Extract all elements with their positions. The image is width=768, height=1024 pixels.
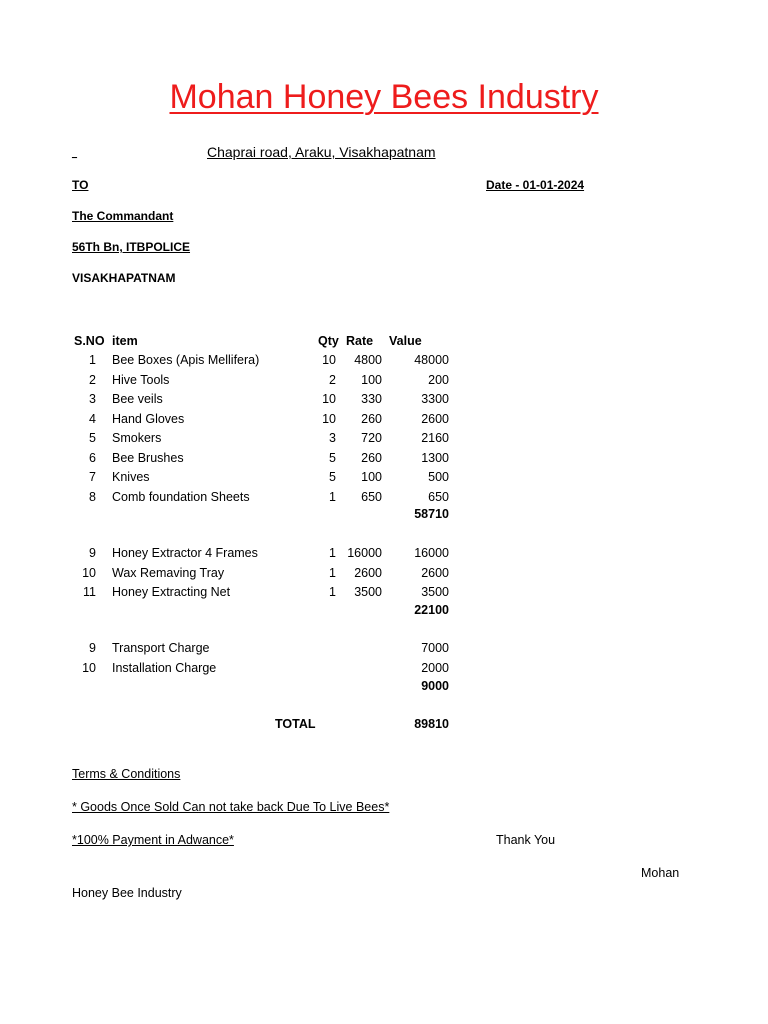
company-title: Mohan Honey Bees Industry: [169, 78, 599, 116]
row-item: Installation Charge: [112, 660, 217, 675]
row-sno: 4: [89, 411, 96, 426]
to-label: TO: [72, 178, 89, 192]
row-sno: 2: [89, 372, 96, 387]
row-value: 1300: [421, 450, 449, 465]
row-sno: 1: [89, 353, 96, 367]
subtotal-3: 9000: [421, 679, 449, 693]
signature-company: Honey Bee Industry: [72, 886, 182, 900]
row-sno: 7: [89, 470, 96, 484]
row-value: 7000: [421, 641, 449, 655]
row-rate: 100: [361, 372, 382, 387]
row-item: Honey Extractor 4 Frames: [112, 546, 258, 560]
row-value: 48000: [414, 353, 449, 367]
row-rate: 720: [361, 431, 382, 445]
row-rate: 4800: [354, 353, 382, 367]
row-item: Comb foundation Sheets: [112, 489, 250, 504]
thank-you: Thank You: [496, 833, 556, 847]
signature-name: Mohan: [641, 866, 680, 880]
row-item: Knives: [112, 470, 150, 484]
row-item: Bee veils: [112, 392, 163, 406]
row-item: Bee Boxes (Apis Mellifera): [112, 353, 260, 367]
row-item: Hand Gloves: [112, 411, 185, 426]
recipient-line-3: VISAKHAPATNAM: [72, 271, 176, 285]
row-value: 2160: [421, 431, 449, 445]
row-sno: 11: [83, 585, 96, 599]
row-item: Smokers: [112, 431, 162, 445]
terms-heading: Terms & Conditions: [72, 767, 181, 781]
row-qty: 1: [329, 546, 336, 560]
row-qty: 10: [322, 411, 336, 426]
row-sno: 6: [89, 450, 96, 465]
row-qty: 1: [329, 489, 336, 504]
row-sno: 3: [89, 392, 96, 406]
terms-line-1: * Goods Once Sold Can not take back Due To Live Bees*: [72, 800, 390, 814]
row-rate: 650: [361, 489, 382, 504]
row-item: Transport Charge: [112, 641, 210, 655]
row-rate: 2600: [354, 565, 382, 580]
row-rate: 16000: [347, 546, 382, 560]
row-sno: 10: [82, 565, 96, 580]
marker-text: _: [72, 148, 78, 158]
header-qty: Qty: [318, 334, 339, 348]
invoice-date: Date - 01-01-2024: [486, 178, 585, 192]
row-qty: 3: [329, 431, 336, 445]
header-item: item: [112, 334, 138, 348]
row-qty: 5: [329, 470, 336, 484]
row-sno: 8: [89, 489, 96, 504]
row-qty: 10: [322, 353, 336, 367]
row-value: 500: [428, 470, 449, 484]
row-value: 16000: [414, 546, 449, 560]
row-qty: 1: [329, 565, 336, 580]
row-sno: 10: [82, 660, 96, 675]
row-value: 3500: [421, 585, 449, 599]
row-rate: 330: [361, 392, 382, 406]
row-qty: 5: [329, 450, 336, 465]
row-sno: 9: [89, 546, 96, 560]
row-value: 2600: [421, 411, 449, 426]
subtotal-1: 58710: [414, 507, 449, 521]
total-value: 89810: [414, 717, 449, 731]
subtotal-2: 22100: [414, 603, 449, 617]
row-qty: 2: [329, 372, 336, 387]
recipient-line-2: 56Th Bn, ITBPOLICE: [72, 240, 191, 254]
row-rate: 100: [361, 470, 382, 484]
row-value: 650: [428, 489, 449, 504]
row-rate: 260: [361, 411, 382, 426]
row-value: 3300: [421, 392, 449, 406]
row-item: Bee Brushes: [112, 450, 184, 465]
row-sno: 9: [89, 641, 96, 655]
total-label: TOTAL: [275, 717, 316, 731]
row-qty: 1: [329, 585, 336, 599]
header-rate: Rate: [346, 334, 374, 348]
row-item: Honey Extracting Net: [112, 585, 231, 599]
company-address: Chaprai road, Araku, Visakhapatnam: [207, 144, 436, 160]
row-rate: 3500: [354, 585, 382, 599]
row-value: 2600: [421, 565, 449, 580]
recipient-line-1: The Commandant: [72, 209, 174, 223]
row-value: 2000: [421, 660, 449, 675]
row-item: Hive Tools: [112, 372, 170, 387]
row-sno: 5: [89, 431, 96, 445]
row-rate: 260: [361, 450, 382, 465]
header-sno: S.NO: [74, 334, 105, 348]
row-value: 200: [428, 372, 449, 387]
terms-line-2: *100% Payment in Adwance*: [72, 833, 234, 847]
header-value: Value: [389, 334, 422, 348]
row-qty: 10: [322, 392, 336, 406]
row-item: Wax Remaving Tray: [112, 565, 225, 580]
